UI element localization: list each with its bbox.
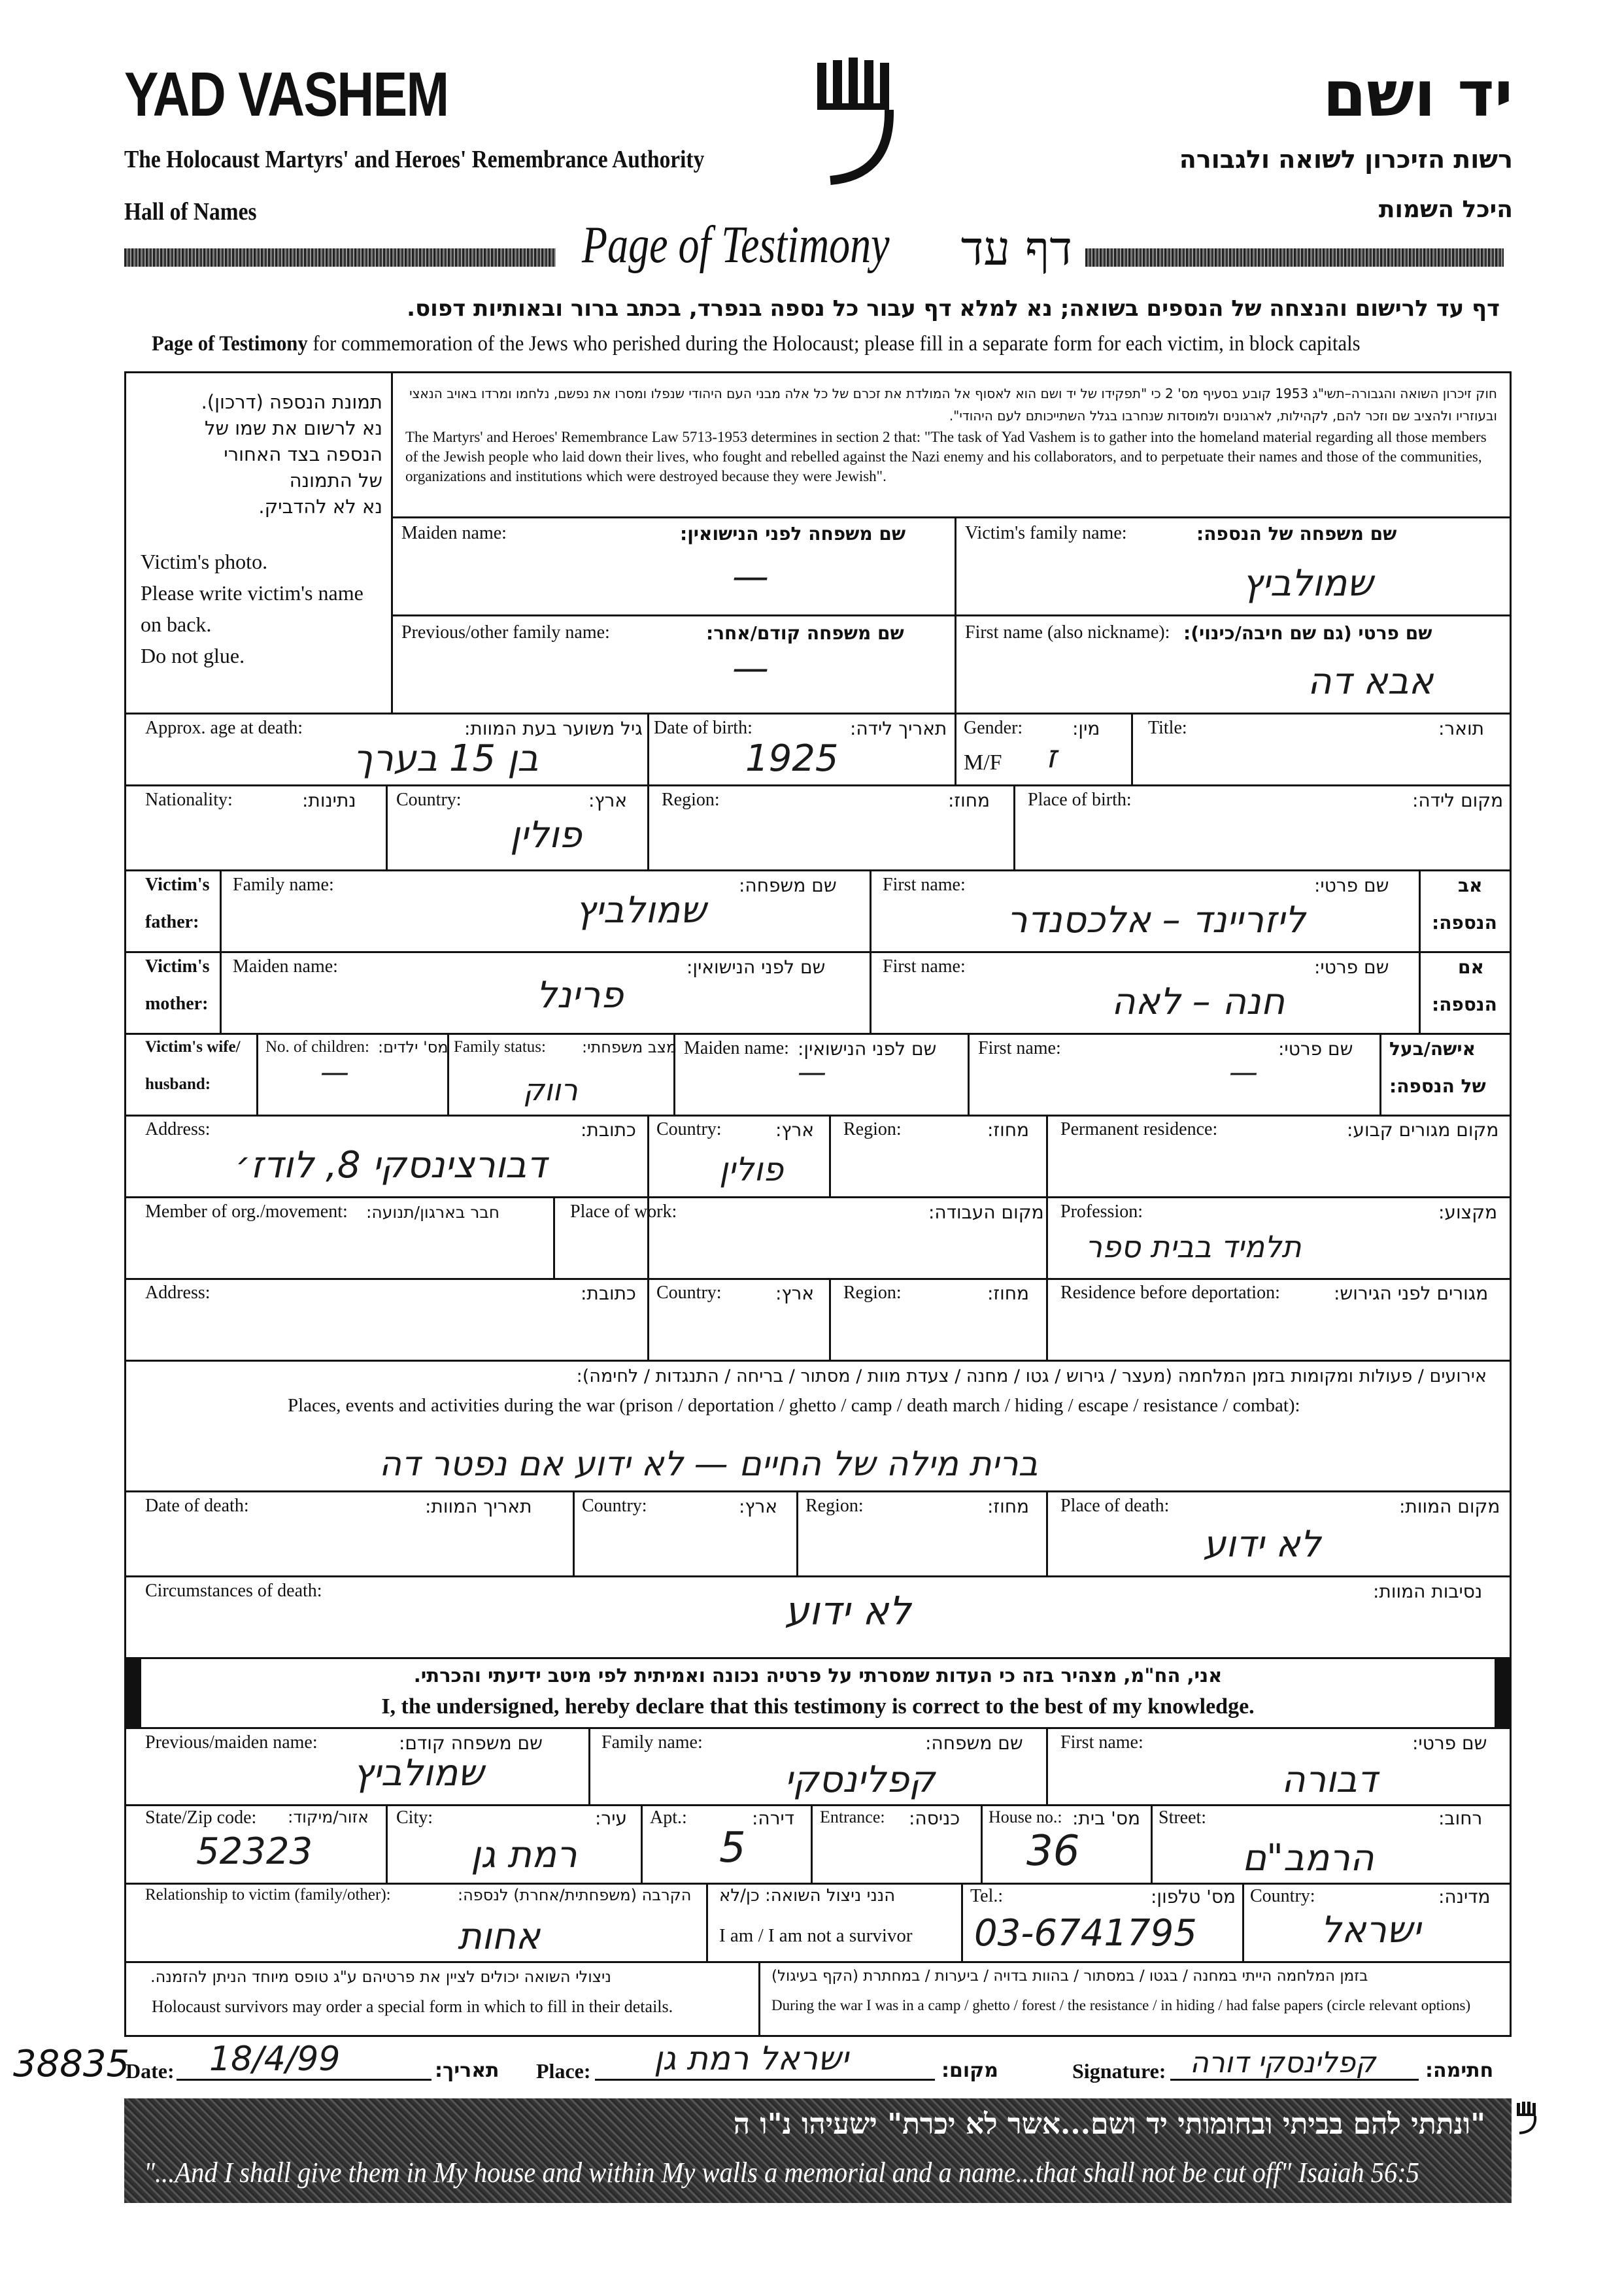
- maiden-label-he: שם משפחה לפני הנישואין:: [680, 523, 906, 545]
- title-label-he: תואר:: [1438, 718, 1484, 739]
- res-dep-label-he: מגורים לפני הגירוש:: [1334, 1283, 1489, 1304]
- dod-region-label-he: מחוז:: [987, 1496, 1030, 1517]
- address-region-label-he: מחוז:: [987, 1119, 1030, 1141]
- dob-label-he: תאריך לידה:: [850, 718, 947, 739]
- photo-instructions: [141, 389, 382, 671]
- photo-he-line: נא לרשום את שמו של: [204, 417, 382, 439]
- col-divider: [706, 1883, 708, 1961]
- address-country-value[interactable]: פולין: [719, 1151, 784, 1188]
- law-bottom-rule: [391, 516, 1512, 518]
- country-label-en: Country:: [396, 790, 462, 810]
- apt-label-en: Apt.:: [650, 1807, 687, 1828]
- hall-of-names-he: היכל השמות: [1378, 196, 1513, 223]
- zip-label-he: אזור/מיקוד:: [288, 1807, 369, 1826]
- col-divider: [647, 713, 649, 784]
- col-divider: [1013, 784, 1015, 869]
- age-label-he: גיל משוער בעת המוות:: [464, 718, 643, 739]
- spouse-first-label-en: First name:: [978, 1038, 1061, 1058]
- testifier-family-value[interactable]: קפלינסקי: [785, 1758, 936, 1801]
- row-rule: [391, 614, 1512, 616]
- father-family-label-en: Family name:: [233, 875, 334, 895]
- tel-label-he: מס' טלפון:: [1151, 1886, 1236, 1908]
- work-label-he: מקום העבודה:: [928, 1202, 1044, 1223]
- victims-father-label: Victim's: [145, 875, 210, 895]
- margin-number: 38835: [13, 2043, 130, 2085]
- city-label-he: עיר:: [595, 1807, 628, 1829]
- zip-value[interactable]: 52323: [196, 1830, 313, 1873]
- tel-label-en: Tel.:: [970, 1886, 1004, 1906]
- spouse-maiden-label-en: Maiden name:: [684, 1038, 789, 1058]
- apt-label-he: דירה:: [752, 1807, 795, 1829]
- spouse-label-en: Victim's wife/: [145, 1038, 241, 1056]
- org-name-he: יד ושם: [1323, 58, 1513, 131]
- region-label-en: Region:: [662, 790, 720, 810]
- gender-value[interactable]: ז: [1046, 739, 1057, 775]
- maiden-value[interactable]: —: [732, 556, 769, 598]
- place-line: [595, 2079, 935, 2081]
- age-value[interactable]: בן 15 בערך: [353, 737, 539, 780]
- org-name-en: YAD VASHEM: [124, 59, 448, 129]
- footer-quote-en: "...And I shall give them in My house and within My walls a memorial and a name...that shall not be cut off" Isaiah 56:5: [144, 2157, 1419, 2189]
- maiden-label-en: Maiden name:: [401, 523, 507, 543]
- col-divider: [758, 1961, 760, 2037]
- dod-country-label-he: ארץ:: [739, 1496, 778, 1517]
- yad-vashem-logo: [811, 58, 896, 188]
- col-divider: [641, 1804, 643, 1883]
- col-divider: [811, 1804, 813, 1883]
- pod-value[interactable]: לא ידוע: [1203, 1523, 1321, 1566]
- col-divider: [796, 1490, 798, 1575]
- member-label-he: חבר בארגון/תנועה:: [366, 1203, 500, 1222]
- house-value[interactable]: 36: [1026, 1827, 1080, 1875]
- dod-label-en: Date of death:: [145, 1496, 249, 1516]
- col-divider: [647, 1278, 649, 1360]
- ctry-label-en: Country:: [1250, 1886, 1315, 1906]
- address-label-he: כתובת:: [581, 1119, 636, 1141]
- dep-address-label-he: כתובת:: [581, 1283, 636, 1304]
- law-text-he: חוק זיכרון השואה והגבורה–תשי"ג 1953 קובע בסעיף מס' 2 כי "תפקידו של יד ושם הוא לאסוף אל המולדת את זכרם של כל אלה מבני העם היהודי שנפלו ומסרו את נפשם, נלחמו ומרדו באויב הנאצי ובעוזריו ולהציב שם וזכר להם, לקהילות, לארגונים ולמוסדות שנחרבו בגלל השתייכותם לעם היהודי".: [409, 386, 1497, 424]
- dod-country-label-en: Country:: [582, 1496, 647, 1516]
- father-label: father:: [145, 912, 199, 932]
- address-region-label-en: Region:: [843, 1119, 902, 1139]
- page-title-he: דף עד: [960, 221, 1072, 276]
- house-label-en: House no.:: [989, 1807, 1062, 1826]
- authority-he: רשות הזיכרון לשואה ולגבורה: [1179, 145, 1513, 174]
- declaration-bar: [124, 1657, 1512, 1729]
- footer-logo: [1515, 2102, 1539, 2138]
- date-line: [177, 2079, 431, 2081]
- spouse-he-label: אישה/בעל: [1389, 1038, 1476, 1060]
- row-rule: [124, 784, 1512, 786]
- first-name-value[interactable]: אבא דה: [1308, 660, 1434, 703]
- city-label-en: City:: [396, 1807, 433, 1828]
- mother-he-label: אם: [1458, 956, 1484, 978]
- family-status-value[interactable]: רווק: [523, 1072, 578, 1107]
- photo-en-line: Do not glue.: [141, 644, 245, 667]
- rel-label-en: Relationship to victim (family/other):: [145, 1886, 391, 1904]
- testifier-first-value[interactable]: דבורה: [1281, 1758, 1378, 1801]
- dod-label-he: תאריך המוות:: [425, 1496, 532, 1517]
- events-label-he: אירועים / פעולות ומקומות בזמן המלחמה (מעצר / גירוש / גטו / מחנה / צעדת מוות / מסתור / בריחה / התנגדות / לחימה):: [576, 1366, 1487, 1387]
- circumstances-value[interactable]: לא ידוע: [785, 1588, 911, 1634]
- col-divider: [955, 713, 956, 784]
- prev-name-value[interactable]: —: [732, 647, 769, 690]
- spouse-first-value[interactable]: —: [1229, 1056, 1258, 1089]
- row-rule: [124, 1575, 1512, 1577]
- children-label-he: מס' ילדים:: [378, 1038, 448, 1056]
- profession-label-he: מקצוע:: [1438, 1202, 1498, 1223]
- zip-label-en: State/Zip code:: [145, 1807, 257, 1828]
- family-label-he: שם משפחה של הנספה:: [1196, 523, 1397, 545]
- during-war-en: During the war I was in a camp / ghetto / forest / the resistance / in hiding / had false papers (circle relevant options): [771, 1997, 1471, 2013]
- law-text-en: The Martyrs' and Heroes' Remembrance Law 5713-1953 determines in section 2 that: "The task of Yad Vashem is to gather into the homeland material regarding all those members of the Jewish people who laid down their lives, who fought and rebelled against the Nazi enemy and his collaborators, and to perpetuate their names and those of the communities, organizations and institutions which were destroyed because they were Jewish".: [405, 429, 1487, 484]
- testifier-first-label-he: שם פרטי:: [1412, 1732, 1487, 1754]
- status-label-he: מצב משפחתי:: [582, 1038, 677, 1056]
- entrance-label-he: כניסה:: [909, 1807, 960, 1829]
- address-value[interactable]: דבורצינסקי 8, לודז׳: [235, 1144, 547, 1186]
- during-war-he: בזמן המלחמה הייתי במחנה / בגטו / במסתור / בהוות בדויה / ביערות / במחתרת (הקף בעיגול): [771, 1968, 1368, 1985]
- dep-region-label-he: מחוז:: [987, 1283, 1030, 1304]
- col-divider: [1242, 1883, 1244, 1961]
- row-rule: [124, 1196, 1512, 1198]
- address-country-label-en: Country:: [656, 1119, 722, 1139]
- row-rule: [124, 1804, 1512, 1806]
- mother-first-value[interactable]: חנה – לאה: [1111, 981, 1285, 1023]
- instruction-en: [152, 332, 1361, 356]
- row-rule: [124, 1490, 1512, 1492]
- pod-label-en: Place of death:: [1060, 1496, 1170, 1516]
- place-label-en: Place:: [536, 2059, 591, 2083]
- instruction-he: דף עד לרישום והנצחה של הנספים בשואה; נא למלא דף עבור כל נספה בנפרד, בכתב ברור ובאותיות דפוס.: [407, 295, 1500, 322]
- address-country-label-he: ארץ:: [775, 1119, 815, 1141]
- gender-label-en: Gender:: [964, 718, 1023, 738]
- work-label-en: Place of work:: [570, 1202, 677, 1222]
- survivor-label-he: הנני ניצול השואה: כן/לא: [719, 1886, 896, 1906]
- tel-value[interactable]: 03-6741795: [974, 1912, 1197, 1955]
- col-divider: [386, 1804, 388, 1883]
- nationality-label-he: נתינות:: [302, 790, 356, 811]
- dep-address-label-en: Address:: [145, 1283, 211, 1303]
- date-value[interactable]: 18/4/99: [209, 2040, 341, 2079]
- declaration-en: I, the undersigned, hereby declare that this testimony is correct to the best of my knowledge.: [381, 1694, 1255, 1719]
- dod-region-label-en: Region:: [805, 1496, 864, 1516]
- father-first-label-en: First name:: [883, 875, 966, 895]
- signature-value[interactable]: קפלינסקי דורה: [1190, 2046, 1376, 2079]
- col-divider: [256, 1033, 258, 1115]
- mother-maiden-label-he: שם לפני הנישואין:: [686, 956, 826, 978]
- family-name-value[interactable]: שמולביץ: [1242, 562, 1373, 605]
- region-label-he: מחוז:: [948, 790, 990, 811]
- row-rule: [124, 1033, 1512, 1035]
- title-rule-left: [124, 248, 556, 267]
- member-label-en: Member of org./movement:: [145, 1202, 348, 1222]
- place-value[interactable]: ישראל רמת גן: [654, 2040, 849, 2077]
- age-label-en: Approx. age at death:: [145, 718, 303, 738]
- gender-label-he: מין:: [1072, 718, 1100, 739]
- col-divider: [1046, 1490, 1048, 1575]
- events-value[interactable]: ברית מילה של החיים — לא ידוע אם נפטר דה: [379, 1445, 1038, 1484]
- surv-form-en: Holocaust survivors may order a special form in which to fill in their details.: [152, 1997, 673, 2016]
- children-value[interactable]: —: [320, 1056, 349, 1089]
- dob-value[interactable]: 1925: [745, 737, 839, 780]
- address-label-en: Address:: [145, 1119, 211, 1139]
- country-value[interactable]: פולין: [510, 814, 582, 856]
- surv-form-he: ניצולי השואה יכולים לציין את פרטיהם ע"ג טופס מיוחד הניתן להזמנה.: [150, 1968, 611, 1986]
- col-divider: [386, 784, 388, 869]
- photo-en-line: Please write victim's name: [141, 581, 364, 605]
- prev-name-label-he: שם משפחה קודם/אחר:: [706, 622, 904, 644]
- col-divider: [829, 1115, 831, 1196]
- profession-label-en: Profession:: [1060, 1202, 1143, 1222]
- col-divider: [573, 1490, 575, 1575]
- hall-of-names-en: Hall of Names: [124, 198, 257, 226]
- date-label-he: תאריך:: [435, 2059, 499, 2082]
- father-he-label: אב: [1458, 875, 1483, 896]
- father-first-label-he: שם פרטי:: [1314, 875, 1389, 896]
- perm-res-label-en: Permanent residence:: [1060, 1119, 1218, 1139]
- col-divider: [961, 1883, 963, 1961]
- father-first-value[interactable]: ליזריינד – אלכסנדר: [1007, 899, 1306, 941]
- relationship-value[interactable]: אחות: [458, 1915, 541, 1958]
- entrance-label-en: Entrance:: [820, 1807, 885, 1826]
- house-label-he: מס' בית:: [1072, 1807, 1141, 1829]
- rel-label-he: הקרבה (משפחתית/אחרת) לנספה:: [458, 1886, 692, 1904]
- col-divider: [1046, 1278, 1048, 1360]
- col-divider: [588, 1729, 590, 1804]
- first-name-label-en: First name (also nickname):: [965, 622, 1170, 643]
- col-divider: [981, 1804, 983, 1883]
- row-rule: [124, 869, 1512, 871]
- photo-he-line: של התמונה: [289, 469, 382, 492]
- events-label-en: Places, events and activities during the war (prison / deportation / ghetto / camp / death march / hiding / escape / resistance / combat):: [288, 1395, 1300, 1416]
- photo-en-line: Victim's photo.: [141, 550, 268, 573]
- mother-maiden-label-en: Maiden name:: [233, 956, 338, 977]
- date-label-en: Date:: [126, 2059, 175, 2083]
- ctry-label-he: מדינה:: [1438, 1886, 1491, 1908]
- col-divider: [1131, 713, 1133, 784]
- spouse-maiden-label-he: שם לפני הנישואין:: [798, 1038, 937, 1060]
- children-label-en: No. of children:: [265, 1038, 369, 1056]
- country-label-he: ארץ:: [588, 790, 628, 811]
- row-rule: [124, 713, 1512, 714]
- perm-res-label-he: מקום מגורים קבוע:: [1347, 1119, 1499, 1141]
- dep-country-label-en: Country:: [656, 1283, 722, 1303]
- res-dep-label-en: Residence before deportation:: [1060, 1283, 1280, 1303]
- testifier-family-label-en: Family name:: [601, 1732, 703, 1753]
- street-value[interactable]: הרמב"ם: [1242, 1837, 1374, 1879]
- row-rule: [124, 1961, 1512, 1963]
- spouse-first-label-he: שם פרטי:: [1278, 1038, 1353, 1060]
- pob-label-he: מקום לידה:: [1412, 790, 1504, 811]
- family-label-en: Victim's family name:: [965, 523, 1127, 543]
- title-label-en: Title:: [1148, 718, 1187, 738]
- dob-label-en: Date of birth:: [654, 718, 753, 738]
- footer-quote-he: "ונתתי להם בביתי ובחומותי יד ושם...אשר לא יכרת" ישעיהו נ"ו ה: [733, 2108, 1485, 2141]
- nationality-label-en: Nationality:: [145, 790, 233, 810]
- col-divider: [1046, 1729, 1048, 1804]
- circ-label-he: נסיבות המוות:: [1373, 1581, 1483, 1602]
- survivor-label-en: I am / I am not a survivor: [719, 1925, 913, 1946]
- signature-label-en: Signature:: [1072, 2059, 1166, 2083]
- country-value-testifier[interactable]: ישראל: [1321, 1909, 1421, 1951]
- signature-label-he: חתימה:: [1425, 2059, 1494, 2082]
- page-title-en: Page of Testimony: [582, 216, 890, 274]
- col-divider: [1151, 1804, 1153, 1883]
- testifier-prev-label-en: Previous/maiden name:: [145, 1732, 318, 1753]
- col-divider: [647, 784, 649, 869]
- col-divider: [1379, 1033, 1381, 1115]
- pod-label-he: מקום המוות:: [1399, 1496, 1500, 1517]
- mother-he-label-2: הנספה:: [1432, 994, 1497, 1015]
- photo-en-line: on back.: [141, 613, 212, 636]
- place-label-he: מקום:: [941, 2059, 998, 2082]
- col-divider: [553, 1196, 555, 1278]
- footer-banner: [124, 2098, 1512, 2203]
- street-label-en: Street:: [1159, 1807, 1207, 1828]
- photo-he-line: תמונת הנספה (דרכון).: [201, 391, 382, 413]
- first-name-label-he: שם פרטי (גם שם חיבה/כינוי):: [1183, 622, 1432, 644]
- row-rule: [124, 1883, 1512, 1885]
- pob-label-en: Place of birth:: [1028, 790, 1132, 810]
- testifier-prev-value[interactable]: שמולביץ: [353, 1752, 484, 1794]
- street-label-he: רחוב:: [1438, 1807, 1483, 1829]
- spouse-maiden-value[interactable]: —: [798, 1056, 826, 1089]
- father-family-value[interactable]: שמולביץ: [575, 889, 706, 932]
- status-label-en: Family status:: [454, 1038, 546, 1056]
- instruction-en-bold: Page of Testimony: [152, 332, 308, 356]
- photo-he-line: הנספה בצד האחורי: [224, 443, 382, 465]
- row-rule: [124, 1360, 1512, 1362]
- spouse-he-label-2: של הנספה:: [1389, 1075, 1486, 1097]
- victims-mother-label: Victim's: [145, 956, 210, 977]
- col-divider: [968, 1033, 970, 1115]
- testifier-first-label-en: First name:: [1060, 1732, 1143, 1753]
- row-rule: [124, 1115, 1512, 1117]
- circ-label-en: Circumstances of death:: [145, 1581, 322, 1601]
- mother-label: mother:: [145, 994, 209, 1014]
- instruction-en-rest: for commemoration of the Jews who perished during the Holocaust; please fill in a separate form for each victim, in block capitals: [307, 332, 1361, 356]
- mother-first-label-en: First name:: [883, 956, 966, 977]
- city-value[interactable]: רמת גן: [471, 1834, 577, 1876]
- photo-he-line: נא לא להדביק.: [258, 496, 382, 518]
- row-rule: [124, 951, 1512, 953]
- spouse-label-en-2: husband:: [145, 1075, 211, 1093]
- gender-mf: M/F: [964, 750, 1002, 775]
- title-rule-right: [1085, 248, 1504, 267]
- mother-first-label-he: שם פרטי:: [1314, 956, 1389, 978]
- authority-en: The Holocaust Martyrs' and Heroes' Remembrance Authority: [124, 146, 705, 173]
- apt-value[interactable]: 5: [719, 1824, 746, 1872]
- photo-divider: [391, 371, 393, 713]
- dep-country-label-he: ארץ:: [775, 1283, 815, 1304]
- profession-value[interactable]: תלמיד בבית ספר: [1085, 1229, 1302, 1264]
- prev-name-label-en: Previous/other family name:: [401, 622, 610, 643]
- mother-maiden-value[interactable]: פרינל: [536, 974, 624, 1017]
- row-rule: [124, 1278, 1512, 1280]
- col-divider: [829, 1278, 831, 1360]
- declaration-he: אני, הח"מ, מצהיר בזה כי העדות שמסרתי על פרטיה נכונה ואמיתית לפי מיטב ידיעתי והכרתי.: [413, 1664, 1223, 1687]
- father-family-label-he: שם משפחה:: [739, 875, 837, 896]
- testifier-family-label-he: שם משפחה:: [925, 1732, 1023, 1754]
- dep-region-label-en: Region:: [843, 1283, 902, 1303]
- testifier-prev-label-he: שם משפחה קודם:: [399, 1732, 543, 1754]
- father-he-label-2: הנספה:: [1432, 912, 1497, 933]
